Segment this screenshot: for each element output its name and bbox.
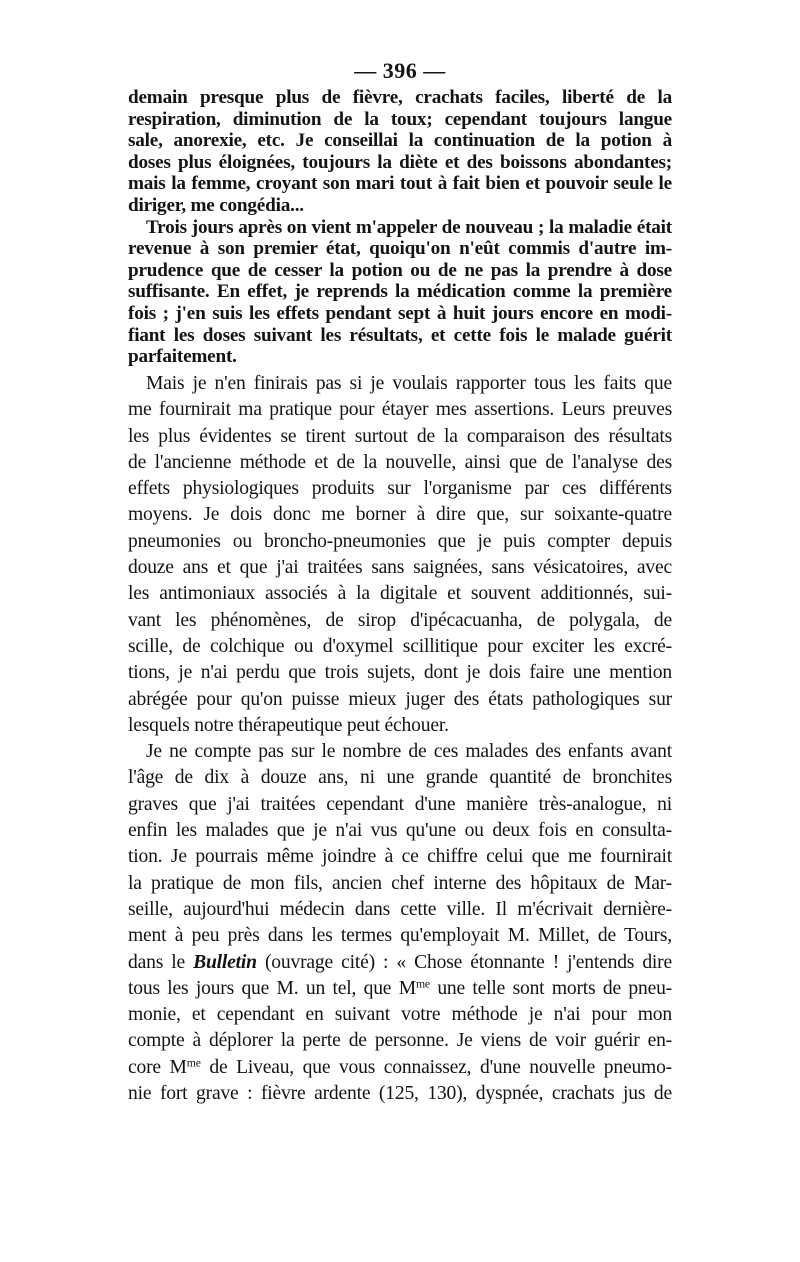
text-line: me fournirait ma pratique pour étayer mes assertions. Leurs preuves: [128, 399, 672, 421]
text-fragment: une telle sont morts de pneu-: [429, 977, 673, 999]
page-number: — 396 —: [354, 58, 446, 83]
text-line: mais la femme, croyant son mari tout à fait bien et pouvoir seule le: [128, 173, 672, 195]
text-line: la pratique de mon fils, ancien chef interne des hôpitaux de Mar-: [128, 872, 672, 894]
text-line: l'âge de dix à douze ans, ni une grande quantité de bronchites: [128, 767, 672, 789]
text-fragment: de Liveau, que vous connaissez, d'une nouvelle pneumo-: [200, 1056, 672, 1078]
text-line: respiration, diminution de la toux; cependant toujours langue: [128, 108, 672, 130]
text-line: revenue à son premier état, quoiqu'on n'eût commis d'autre im-: [128, 238, 672, 260]
text-line: parfaitement.: [128, 346, 237, 368]
text-fragment: dans le: [128, 951, 194, 973]
text-line: [128, 976, 672, 1002]
text-line: les antimoniaux associés à la digitale et souvent additionnés, sui-: [128, 583, 672, 605]
text-line: moyens. Je dois donc me borner à dire que, sur soixante-quatre: [128, 504, 672, 526]
text-line: de l'ancienne méthode et de la nouvelle, ainsi que de l'analyse des: [128, 451, 672, 473]
text-line: Mais je n'en finirais pas si je voulais rapporter tous les faits que: [146, 373, 672, 394]
text-line: douze ans et que j'ai traitées sans saignées, sans vésicatoires, avec: [128, 557, 672, 579]
text-line: nie fort grave : fièvre ardente (125, 130), dyspnée, crachats jus de: [128, 1083, 672, 1105]
text-line: lesquels notre thérapeutique peut échouer.: [128, 714, 449, 736]
text-line: monie, et cependant en suivant votre méthode je n'ai pour mon: [128, 1004, 672, 1026]
text-line: scille, de colchique ou d'oxymel scillitique pour exciter les excré-: [128, 635, 672, 657]
case-observation-text: [128, 87, 672, 368]
text-line: seille, aujourd'hui médecin dans cette ville. Il m'écrivait dernière-: [128, 898, 672, 920]
text-line: ment à peu près dans les termes qu'employait M. Millet, de Tours,: [128, 925, 672, 947]
text-line: [128, 1055, 672, 1081]
main-body-text: [128, 371, 672, 1107]
text-line: demain presque plus de fièvre, crachats faciles, liberté de la: [128, 87, 672, 108]
text-line: prudence que de cesser la potion ou de ne pas la prendre à dose: [128, 259, 672, 281]
text-line: pneumonies ou broncho-pneumonies que je puis compter depuis: [128, 530, 672, 552]
text-line: effets physiologiques produits sur l'organisme par ces différents: [128, 478, 672, 500]
text-line: suffisante. En effet, je reprends la médication comme la première: [128, 281, 672, 303]
text-line: graves que j'ai traitées cependant d'une manière très-analogue, ni: [128, 793, 672, 815]
bulletin-title: Bulletin: [193, 951, 257, 973]
text-line: abrégée pour qu'on puisse mieux juger des états pathologiques sur: [128, 688, 672, 710]
text-line: compte à déplorer la perte de personne. Je viens de voir guérir en-: [128, 1030, 672, 1052]
text-line: [128, 950, 672, 976]
superscript: me: [186, 1056, 201, 1070]
text-line: fois ; j'en suis les effets pendant sept à huit jours encore en modi-: [128, 302, 672, 324]
text-line: diriger, me congédia...: [128, 194, 304, 216]
text-fragment: core M: [128, 1056, 187, 1078]
text-fragment: tous les jours que M. un tel, que M: [128, 977, 416, 999]
text-line: tion. Je pourrais même joindre à ce chiffre celui que me fournirait: [128, 846, 672, 868]
text-line: Trois jours après on vient m'appeler de nouveau ; la maladie était: [146, 216, 672, 238]
text-line: sale, anorexie, etc. Je conseillai la continuation de la potion à: [128, 130, 672, 152]
text-fragment: (ouvrage cité) : « Chose étonnante ! j'entends dire: [256, 951, 672, 973]
text-line: tions, je n'ai perdu que trois sujets, dont je dois faire une mention: [128, 662, 672, 684]
superscript: me: [415, 977, 430, 991]
text-line: fiant les doses suivant les résultats, et cette fois le malade guérit: [128, 324, 672, 346]
text-line: les plus évidentes se tirent surtout de la comparaison des résultats: [128, 425, 672, 447]
text-line: enfin les malades que je n'ai vus qu'une ou deux fois en consulta-: [128, 820, 672, 842]
text-line: vant les phénomènes, de sirop d'ipécacuanha, de polygala, de: [128, 609, 672, 631]
text-line: Je ne compte pas sur le nombre de ces malades des enfants avant: [146, 741, 672, 763]
text-line: doses plus éloignées, toujours la diète et des boissons abondantes;: [128, 151, 672, 173]
